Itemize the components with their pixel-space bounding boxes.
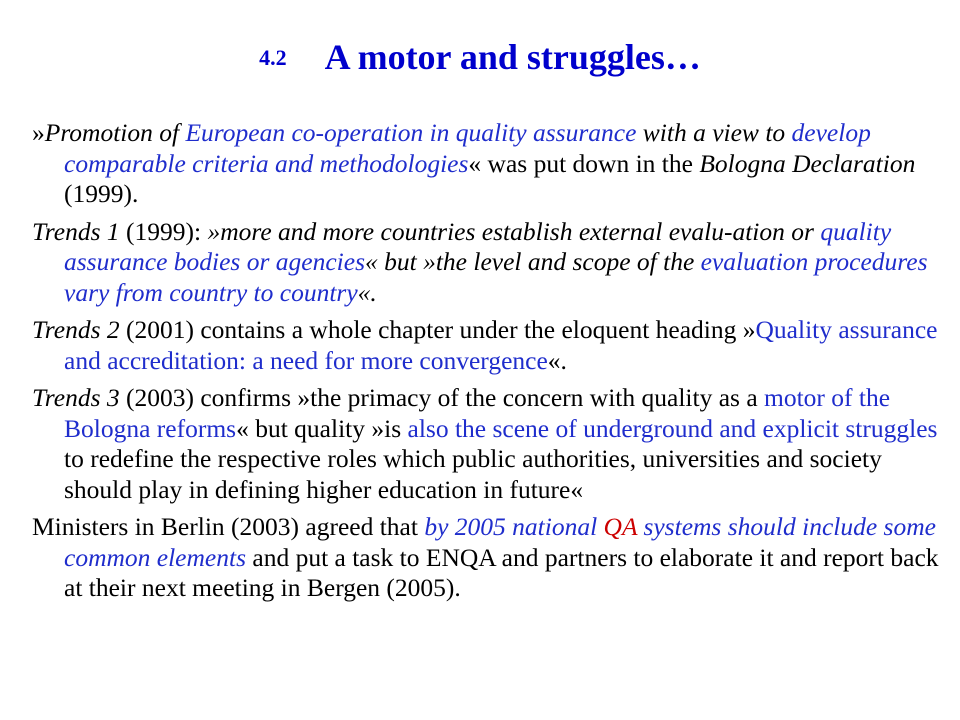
text-segment: (1999): [119,216,208,246]
paragraph-berlin-ministers [32,512,952,604]
text-segment: «. [357,277,377,307]
text-segment: Trends 1 [32,216,120,246]
text-segment: (2003) confirms »the primacy of the concern with quality as a [119,383,765,412]
text-segment: « but quality »is [236,413,408,443]
text-segment: Ministers in Berlin (2003) agreed that [32,512,425,541]
text-segment: « but »the level and scope of the [365,247,701,276]
text-segment: Trends 2 [32,315,120,344]
text-segment: also the scene of underground and explicit struggles [407,413,938,443]
text-segment: evaluation procedures vary from country to country [64,247,928,307]
paragraph-bologna-declaration [32,118,952,210]
text-segment: European co-operation in quality assurance [185,118,637,147]
text-segment: and put a task to ENQA and partners to elaborate it and report back at their next meeting in Bergen (2005). [64,542,939,602]
text-segment: Bologna Declaration [699,148,916,178]
text-segment: with a view to [636,118,792,147]
text-segment: « was put down in the [468,148,700,178]
section-number: 4.2 [259,45,287,70]
slide-heading: A motor and struggles… [324,37,701,77]
text-segment: Quality assurance and accreditation: a need for more convergence [64,315,938,375]
text-segment: »more and more countries establish external evalu-ation or [207,216,821,246]
slide-body [32,118,952,611]
slide-title [0,36,960,78]
paragraph-trends-1 [32,217,952,309]
text-segment: Promotion of [44,118,186,147]
paragraph-trends-3 [32,383,952,505]
text-segment: » [32,118,45,147]
paragraph-trends-2 [32,315,952,376]
text-segment: develop comparable criteria and methodologies [64,118,871,178]
text-segment: by 2005 national [424,512,604,541]
text-segment: «. [547,345,567,375]
text-segment: Trends 3 [32,383,120,412]
text-segment: systems should include some common elements [64,512,936,572]
text-segment: motor of the Bologna reforms [64,383,891,443]
text-segment: (1999). [64,179,139,208]
text-segment: quality assurance bodies or agencies [64,216,892,276]
text-segment: QA [603,512,638,541]
text-segment: (2001) contains a whole chapter under the eloquent heading » [119,315,756,344]
text-segment: to redefine the respective roles which public authorities, universities and society should play in defining higher education in future« [64,444,882,504]
